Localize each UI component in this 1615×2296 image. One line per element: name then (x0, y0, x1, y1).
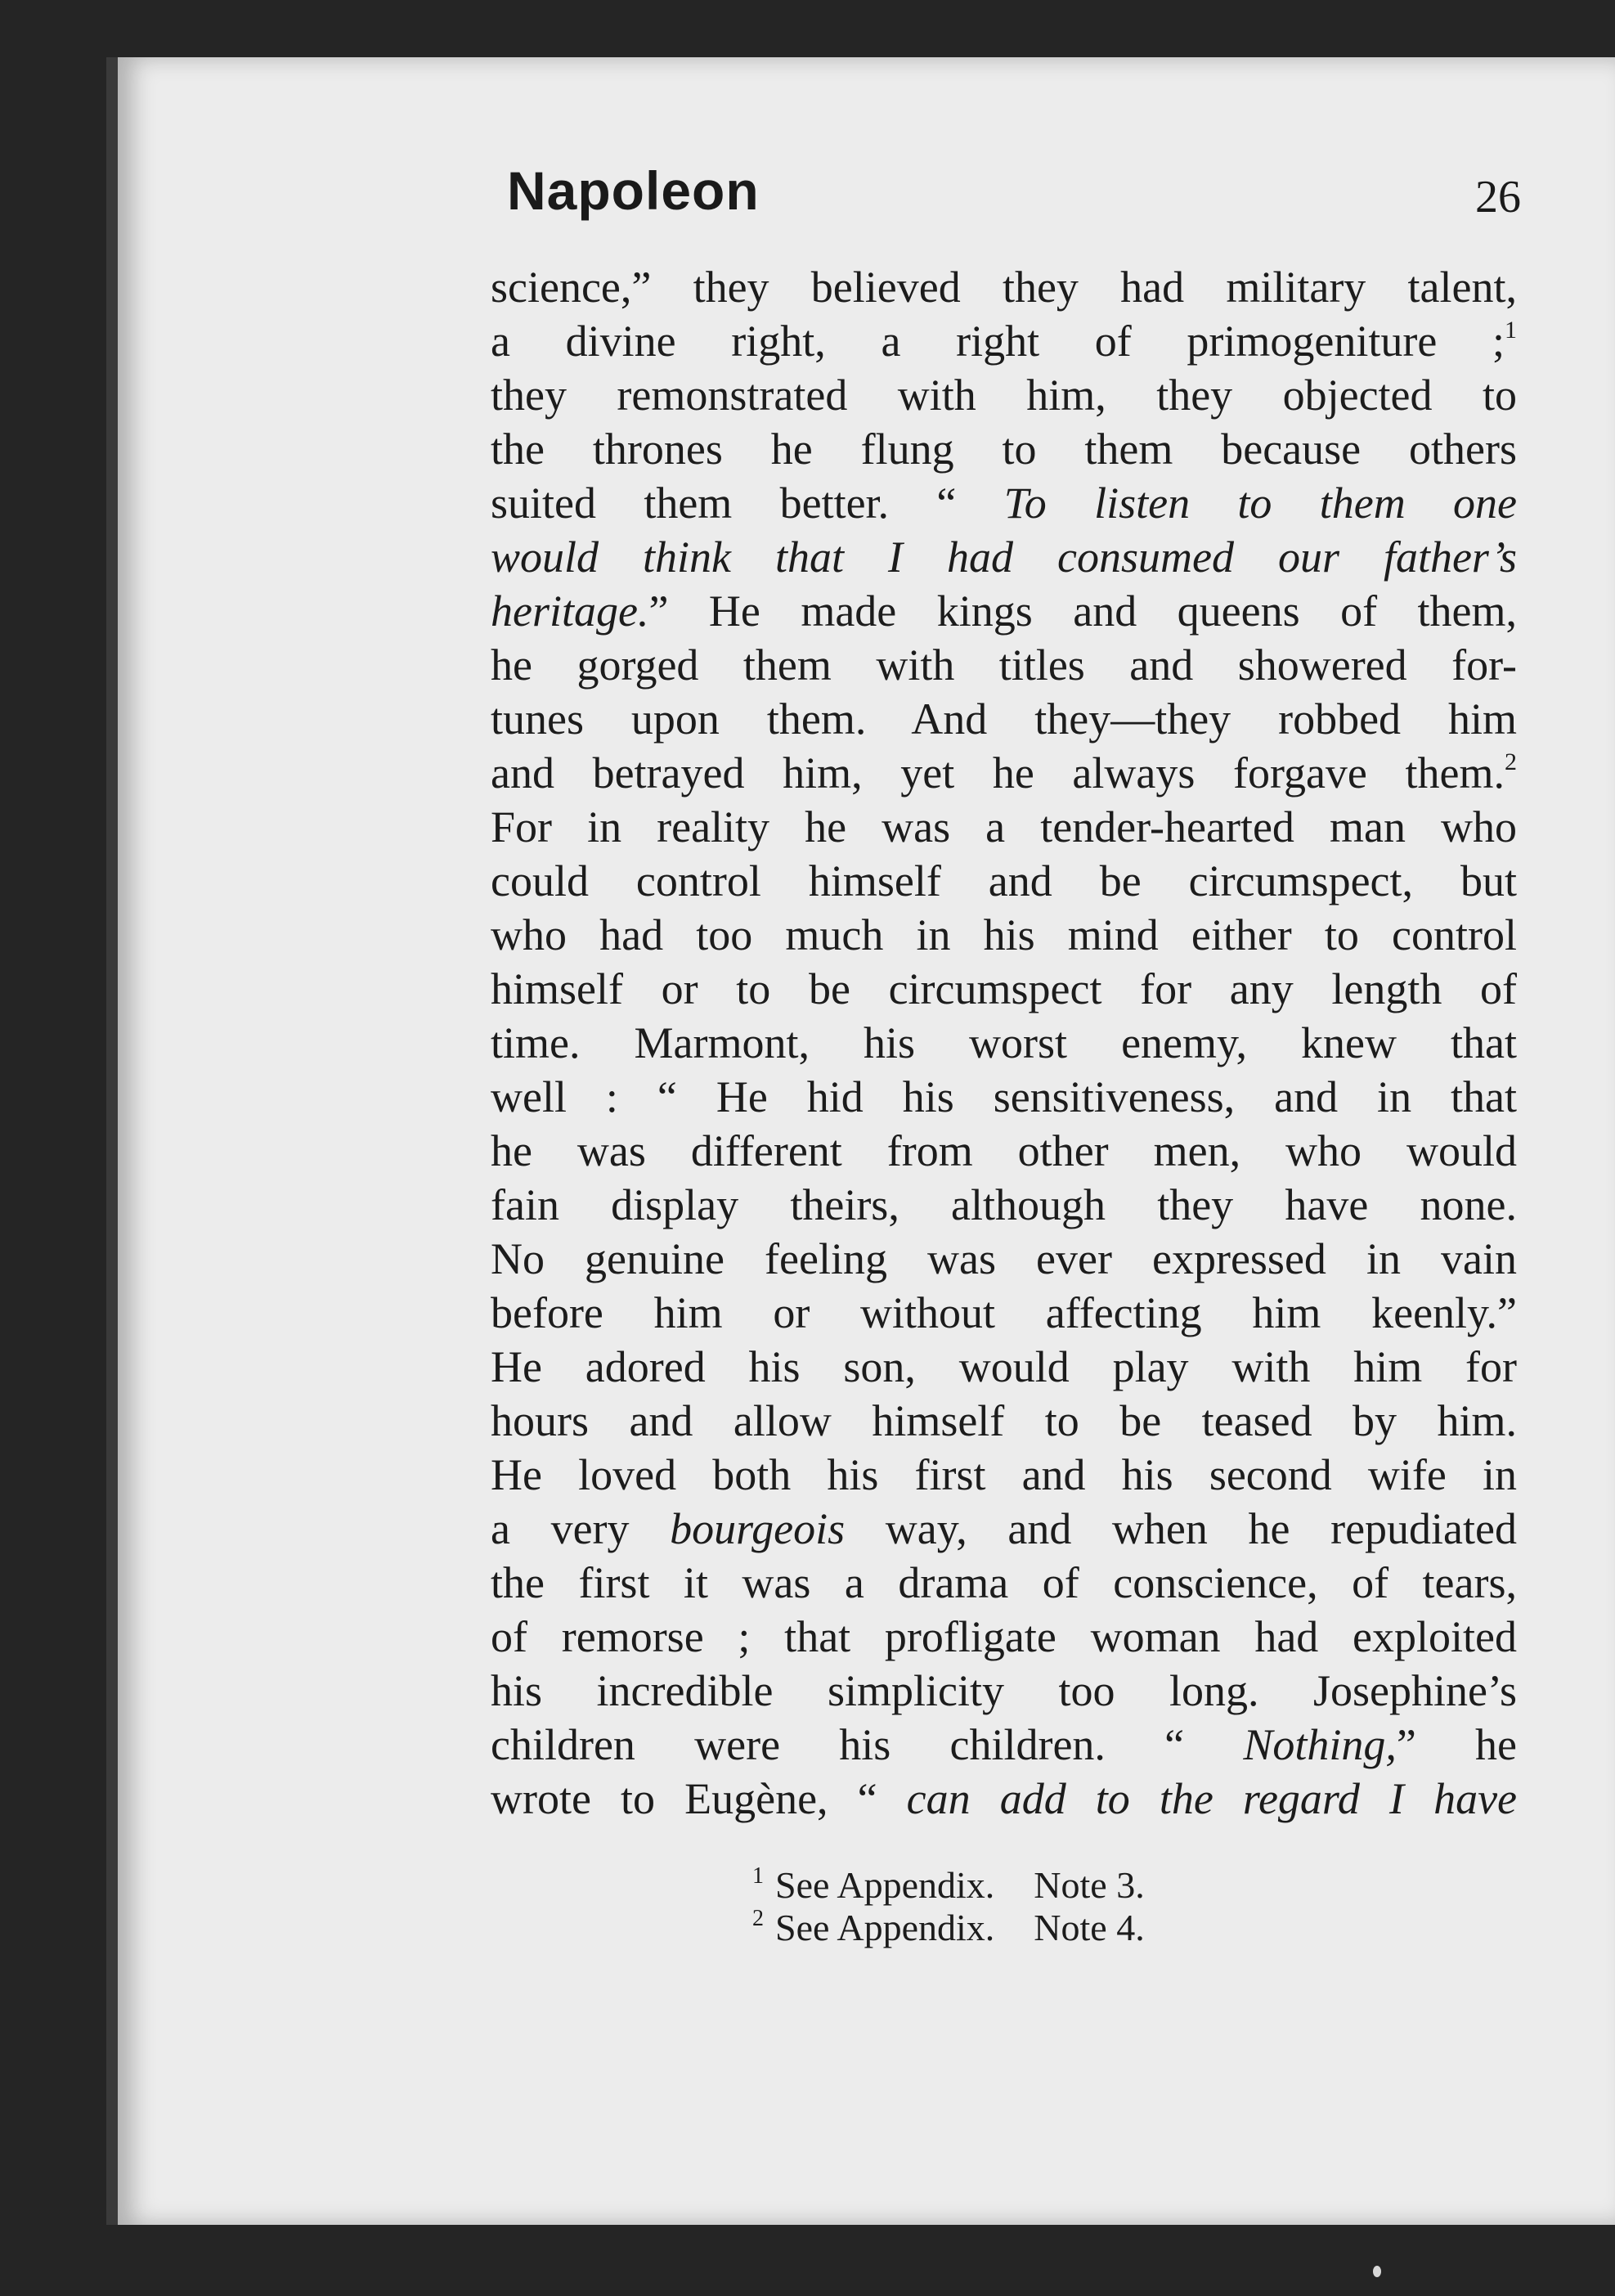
text-line (491, 1556, 1517, 1610)
text-run: ” he (1396, 1720, 1517, 1769)
footnote-text: See Appendix. (775, 1864, 995, 1906)
text-line (491, 1718, 1517, 1772)
text-run: No genuine feeling was ever expressed in vain (491, 1234, 1517, 1283)
text-run: science,” they believed they had military talent, (491, 263, 1517, 312)
footnote (752, 1855, 1325, 1906)
italic-run: heritage. (491, 586, 649, 636)
text-line (491, 1232, 1517, 1286)
footnote-mark: 2 (752, 1906, 764, 1931)
text-run: a divine right, a right of primogeniture ; (491, 317, 1505, 366)
italic-run: bourgeois (670, 1504, 846, 1553)
page-header (507, 160, 1521, 233)
text-run: wrote to Eugène, “ (491, 1774, 907, 1823)
text-run: of remorse ; that profligate woman had exploited (491, 1612, 1517, 1661)
text-line (491, 1448, 1517, 1502)
page-number: 26 (1475, 172, 1521, 222)
italic-run: To listen to them one (1003, 479, 1517, 528)
italic-run: can add to the regard I have (906, 1774, 1517, 1823)
text-line (491, 638, 1517, 692)
text-line (491, 260, 1517, 314)
text-line (491, 1340, 1517, 1394)
text-line (491, 1178, 1517, 1232)
text-line (491, 314, 1517, 368)
footnote (752, 1898, 1325, 1948)
text-line (491, 1016, 1517, 1070)
footnote-text: See Appendix. (775, 1907, 995, 1948)
footnote-reference: 2 (1505, 748, 1517, 775)
text-run: a very (491, 1504, 671, 1553)
text-run: they remonstrated with him, they objected to (491, 371, 1517, 420)
text-run: hours and allow himself to be teased by him. (491, 1396, 1517, 1445)
text-run: could control himself and be circumspect, but (491, 856, 1517, 905)
text-line (491, 800, 1517, 854)
text-run: way, and when he repudiated (845, 1504, 1517, 1553)
text-run: fain display theirs, although they have none. (491, 1180, 1517, 1229)
text-line (491, 1610, 1517, 1664)
footnote-reference: 1 (1505, 317, 1517, 344)
text-run: he was different from other men, who would (491, 1126, 1517, 1175)
text-run: time. Marmont, his worst enemy, knew that (491, 1018, 1517, 1067)
text-run: the first it was a drama of conscience, of tears, (491, 1558, 1517, 1607)
text-run: he gorged them with titles and showered for- (491, 640, 1517, 690)
text-line (491, 1664, 1517, 1718)
text-run: himself or to be circumspect for any length of (491, 964, 1517, 1013)
text-line (491, 1286, 1517, 1340)
text-run: He adored his son, would play with him for (491, 1342, 1517, 1391)
footnote-mark: 1 (752, 1863, 764, 1889)
text-line (491, 422, 1517, 476)
text-run: children were his children. “ (491, 1720, 1244, 1769)
running-title: Napoleon (507, 160, 760, 221)
text-line (491, 854, 1517, 908)
text-run: ” He made kings and queens of them, (648, 586, 1517, 636)
text-run: well : “ He hid his sensitiveness, and in that (491, 1072, 1517, 1121)
text-line (491, 1772, 1517, 1826)
text-line (491, 1124, 1517, 1178)
text-run: who had too much in his mind either to control (491, 910, 1517, 959)
italic-run: would think that I had consumed our father’s (491, 532, 1517, 582)
text-line (491, 1070, 1517, 1124)
text-run: and betrayed him, yet he always forgave them. (491, 748, 1505, 798)
text-line (491, 962, 1517, 1016)
text-run: tunes upon them. And they—they robbed him (491, 694, 1517, 744)
text-run: before him or without affecting him keenly.” (491, 1288, 1517, 1337)
text-line (491, 584, 1517, 638)
text-line (491, 368, 1517, 422)
footnote-note: Note 3. (1034, 1864, 1145, 1906)
footnote-note: Note 4. (1034, 1907, 1145, 1948)
text-line (491, 908, 1517, 962)
text-line (491, 692, 1517, 746)
text-line (491, 1394, 1517, 1448)
text-line (491, 746, 1517, 800)
text-line (491, 1502, 1517, 1556)
text-line (491, 476, 1517, 530)
footnotes (752, 1855, 1325, 1948)
text-run: suited them better. “ (491, 479, 1004, 528)
italic-run: Nothing, (1243, 1720, 1397, 1769)
body-text (491, 260, 1517, 1826)
paper-speck (1373, 2266, 1381, 2277)
text-run: He loved both his first and his second wife in (491, 1450, 1517, 1499)
text-line (491, 530, 1517, 584)
text-run: his incredible simplicity too long. Josephine’s (491, 1666, 1517, 1715)
text-run: the thrones he flung to them because others (491, 425, 1517, 474)
text-run: For in reality he was a tender-hearted man who (491, 802, 1517, 851)
